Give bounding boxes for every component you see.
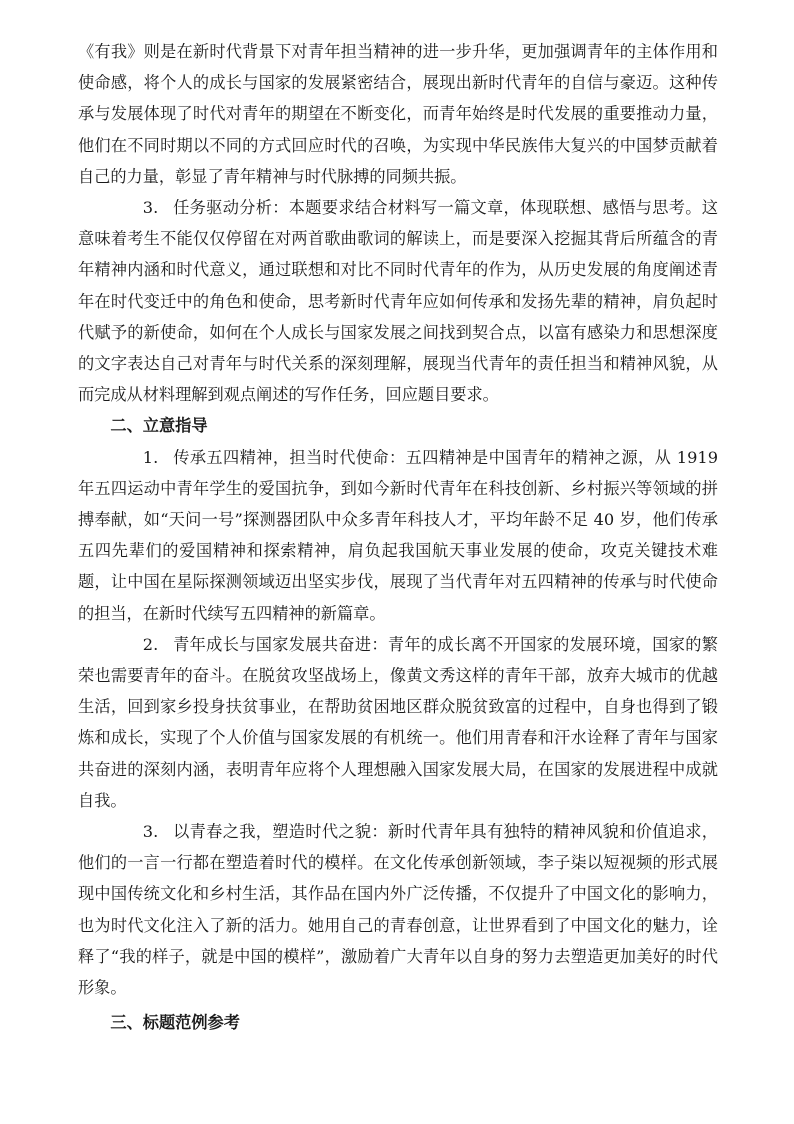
document-page <box>78 36 718 1039</box>
list-item-1 <box>78 442 718 629</box>
paragraph-text: 任务驱动分析：本题要求结合材料写一篇文章，体现联想、感悟与思考。这意味着考生不能仅仅停留在对两首歌曲歌词的解读上，而是要深入挖掘其背后所蕴含的青年精神内涵和时代意义，通过联想和对比不同时代青年的作为，从历史发展的角度阐述青年在时代变迁中的角色和使命，思考新时代青年应如何传承和发扬先辈的精神，肩负起时代赋予的新使命，如何在个人成长与国家发展之间找到契合点，以富有感染力和思想深度的文字表达自己对青年与时代关系的深刻理解，展现当代青年的责任担当和精神风貌，从而完成从材料理解到观点阐述的写作任务，回应题目要求。 <box>78 198 718 405</box>
section-heading-theme-guidance: 二、立意指导 <box>110 416 208 436</box>
list-item-2 <box>78 629 718 816</box>
list-item-text: 青年成长与国家发展共奋进：青年的成长离不开国家的发展环境，国家的繁荣也需要青年的奋斗。在脱贫攻坚战场上，像黄文秀这样的青年干部，放弃大城市的优越生活，回到家乡投身扶贫事业，在帮助贫困地区群众脱贫致富的过程中，自身也得到了锻炼和成长，实现了个人价值与国家发展的有机统一。他们用青春和汗水诠释了青年与国家共奋进的深刻内涵，表明青年应将个人理想融入国家发展大局，在国家的发展进程中成就自我。 <box>78 634 718 810</box>
item-number: 1. <box>142 447 159 467</box>
list-item-3 <box>78 816 718 1003</box>
item-number: 3. <box>142 822 159 842</box>
list-item-text: 传承五四精神，担当时代使命：五四精神是中国青年的精神之源，从 1919 年五四运动中青年学生的爱国抗争，到如今新时代青年在科技创新、乡村振兴等领域的拼搏奉献，如“天问一号”探测器团队中众多青年科技人才，平均年龄不足 40 岁，他们传承五四先辈们的爱国精神和探索精神，肩负起我国航天事业发展的使命，攻克关键技术难题，让中国在星际探测领域迈出坚实步伐，展现了当代青年对五四精神的传承与时代使命的担当，在新时代续写五四精神的新篇章。 <box>78 447 718 623</box>
item-number: 2. <box>142 634 159 654</box>
item-number: 3. <box>142 198 159 218</box>
section-heading-title-examples: 三、标题范例参考 <box>110 1013 240 1033</box>
paragraph-task-analysis <box>78 192 718 410</box>
list-item-text: 以青春之我，塑造时代之貌：新时代青年具有独特的精神风貌和价值追求，他们的一言一行都在塑造着时代的模样。在文化传承创新领域，李子柒以短视频的形式展现中国传统文化和乡村生活，其作品在国内外广泛传播，不仅提升了中国文化的影响力，也为时代文化注入了新的活力。她用自己的青春创意，让世界看到了中国文化的魅力，诠释了“我的样子，就是中国的模样”，激励着广大青年以自身的努力去塑造更加美好的时代形象。 <box>78 822 718 998</box>
paragraph-intro: 《有我》则是在新时代背景下对青年担当精神的进一步升华，更加强调青年的主体作用和使命感，将个人的成长与国家的发展紧密结合，展现出新时代青年的自信与豪迈。这种传承与发展体现了时代对青年的期望在不断变化，而青年始终是时代发展的重要推动力量，他们在不同时期以不同的方式回应时代的召唤，为实现中华民族伟大复兴的中国梦贡献着自己的力量，彰显了青年精神与时代脉搏的同频共振。 <box>78 42 718 186</box>
